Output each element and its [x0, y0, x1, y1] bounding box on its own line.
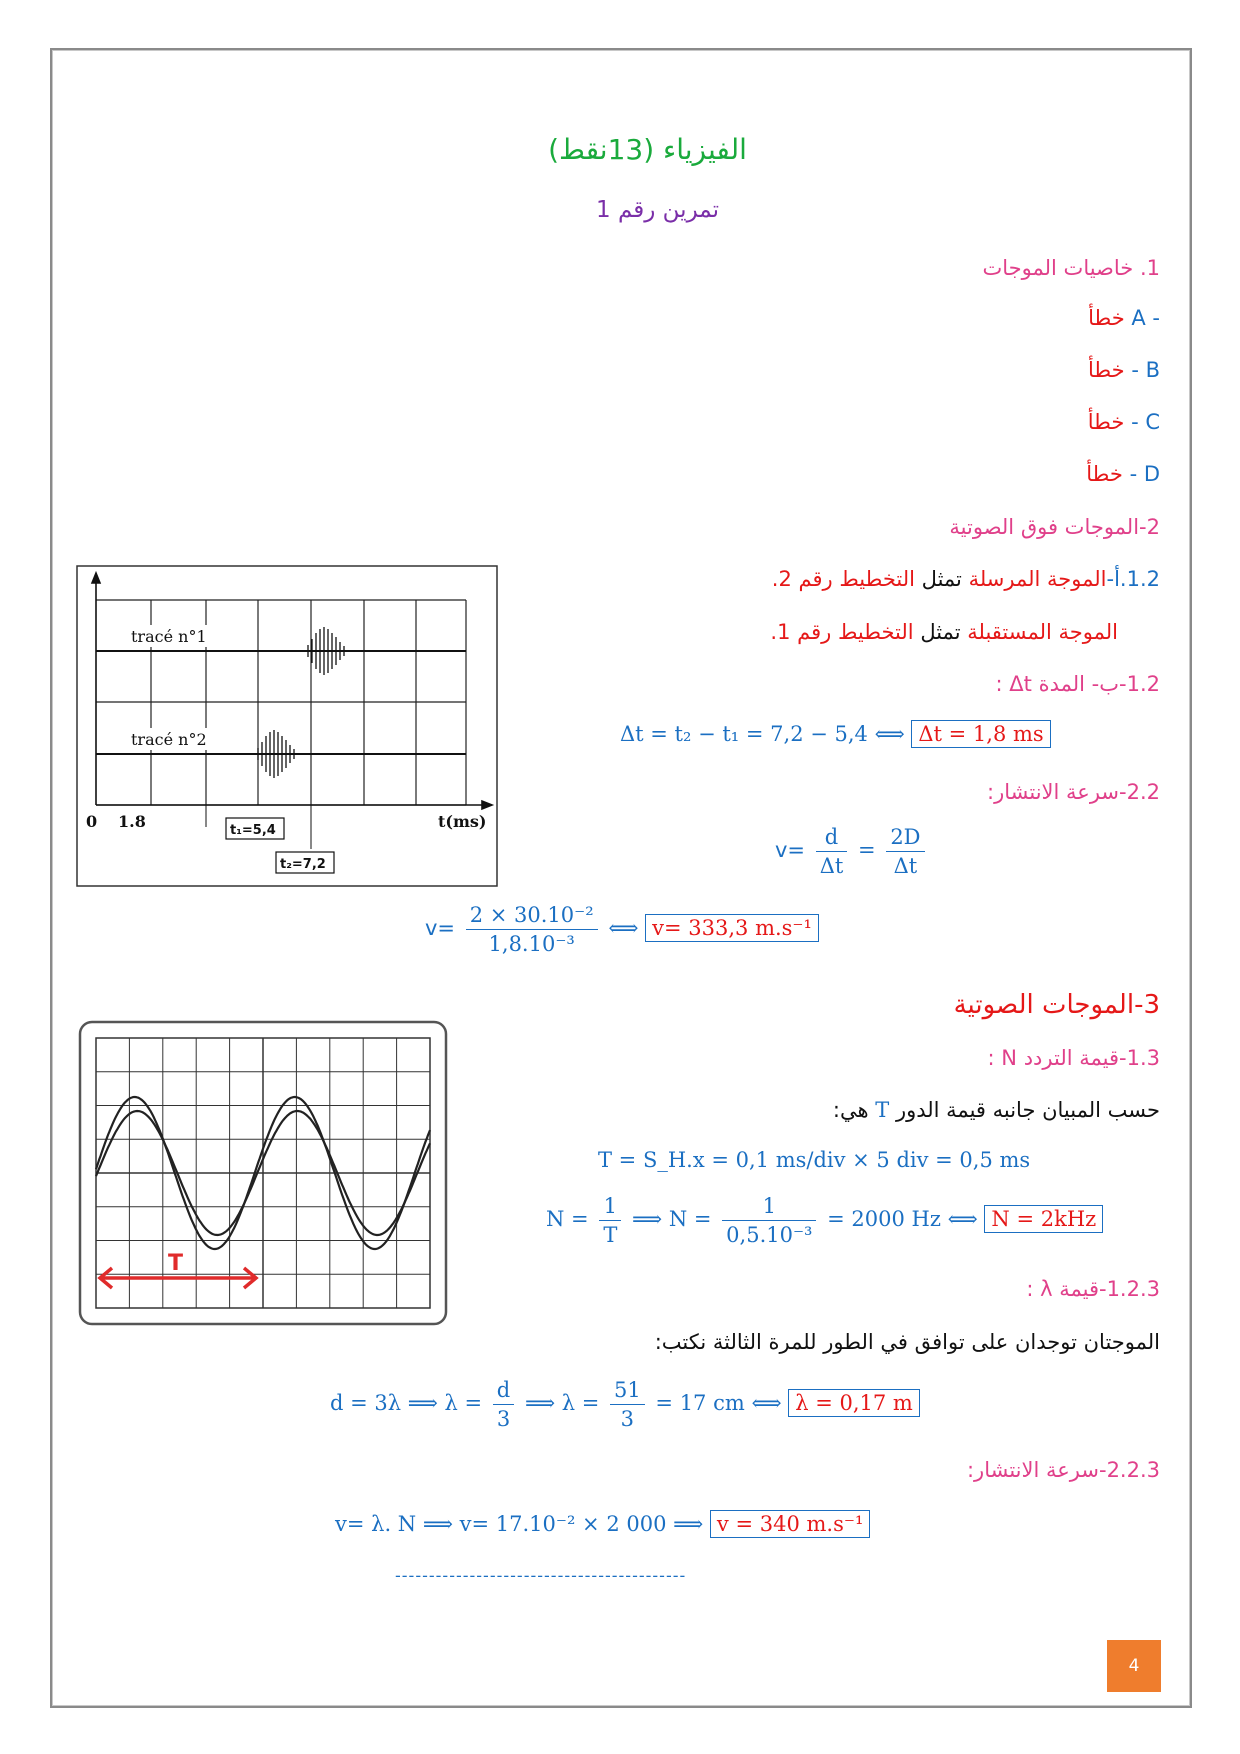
- fraction-numerator: 1: [722, 1194, 816, 1221]
- delta-t-formula: [620, 722, 1051, 746]
- answer-b-letter: - B: [1131, 358, 1160, 382]
- frequency-value: = 2000 Hz ⟺: [827, 1207, 978, 1231]
- origin-label: 0: [86, 812, 98, 831]
- answer-row-c: [1088, 410, 1160, 434]
- trace2-label: tracé n°2: [131, 730, 207, 749]
- trace2-text: التخطيط رقم 2.: [771, 567, 915, 591]
- answer-c-letter: - C: [1131, 410, 1160, 434]
- statement-text: حسب المبيان جانبه قيمة الدور: [895, 1098, 1160, 1122]
- implies-text: ⟹ λ =: [524, 1391, 600, 1415]
- v-label: v=: [775, 838, 806, 862]
- equivalence-arrow: ⟺: [608, 916, 639, 940]
- implies-text: ⟹ N =: [632, 1207, 712, 1231]
- t2-label: t₂=7,2: [280, 857, 326, 872]
- answer-row-b: [1088, 358, 1160, 382]
- wavelength-calculation: [330, 1378, 920, 1431]
- velocity-calculation: [425, 903, 819, 956]
- page-title: الفيزياء (13نقط): [548, 133, 747, 166]
- delta-t-result: Δt = 1,8 ms: [911, 720, 1050, 748]
- delta-t-expression: Δt = t₂ − t₁ = 7,2 − 5,4 ⟺: [620, 722, 905, 746]
- fraction-denominator: 3: [620, 1407, 635, 1431]
- period-statement: [833, 1098, 1160, 1122]
- received-wave-text: الموجة المستقبلة: [967, 620, 1118, 644]
- equals-sign: =: [858, 838, 876, 862]
- sound-velocity-calculation: [335, 1512, 870, 1536]
- tick-label: 1.8: [118, 812, 146, 831]
- fraction-denominator: Δt: [819, 854, 844, 878]
- section1-heading: 1. خاصيات الموجات: [982, 256, 1160, 280]
- fraction-denominator: 0,5.10⁻³: [726, 1223, 813, 1247]
- section3-heading: 3-الموجات الصوتية: [953, 990, 1160, 1020]
- fraction-denominator: 1,8.10⁻³: [488, 932, 575, 956]
- answer-2-1a-line2: [770, 620, 1118, 644]
- verb-text: تمثل: [921, 567, 962, 591]
- time-axis-label: t(ms): [438, 812, 487, 831]
- verb-text: تمثل: [920, 620, 961, 644]
- page-number-badge: 4: [1107, 1640, 1161, 1692]
- statement-suffix: هي:: [832, 1098, 869, 1122]
- period-symbol: T: [875, 1098, 890, 1122]
- separator-line: -------------------------------------------: [395, 1566, 687, 1585]
- frequency-result: N = 2kHz: [984, 1205, 1103, 1233]
- wavelength-result: λ = 0,17 m: [788, 1389, 920, 1417]
- trace1-label: tracé n°1: [131, 627, 207, 646]
- fraction-numerator: 2D: [886, 825, 924, 852]
- answer-a-value: خطأ: [1088, 306, 1125, 330]
- wavelength-lhs: d = 3λ ⟹ λ =: [330, 1391, 483, 1415]
- fraction-numerator: d: [816, 825, 848, 852]
- fraction-numerator: 2 × 30.10⁻²: [466, 903, 598, 930]
- fraction-numerator: 51: [610, 1378, 645, 1405]
- fraction-numerator: 1: [599, 1194, 621, 1221]
- question-3-1-heading: 1.3-قيمة التردد N :: [987, 1046, 1160, 1070]
- exercise-subtitle: تمرين رقم 1: [596, 197, 719, 223]
- trace1-text: التخطيط رقم 1.: [770, 620, 914, 644]
- answer-a-letter: A -: [1131, 306, 1160, 330]
- velocity-definition: [775, 825, 929, 878]
- n-label: N =: [546, 1207, 589, 1231]
- sound-velocity-result: v = 340 m.s⁻¹: [710, 1510, 870, 1538]
- question-3-2-heading: 1.2.3-قيمة λ :: [1026, 1277, 1160, 1301]
- question-number: 1.2.أ-: [1106, 567, 1160, 591]
- emitted-wave-text: الموجة المرسلة: [968, 567, 1107, 591]
- oscilloscope-figure: [78, 1020, 448, 1326]
- question-2-1b-heading: 1.2-ب- المدة Δt :: [995, 672, 1160, 696]
- answer-2-1a: [772, 567, 1160, 591]
- phase-statement: الموجتان توجدان على توافق في الطور للمرة الثالثة نكتب:: [654, 1330, 1160, 1354]
- period-arrow-label: T: [168, 1251, 184, 1276]
- ultrasound-traces-figure: [76, 565, 498, 887]
- answer-d-letter: - D: [1129, 462, 1160, 486]
- fraction-denominator: T: [603, 1223, 618, 1247]
- fraction-numerator: d: [493, 1378, 514, 1405]
- velocity-result: v= 333,3 m.s⁻¹: [645, 914, 819, 942]
- section2-heading: 2-الموجات فوق الصوتية: [949, 515, 1160, 539]
- answer-row-d: [1086, 462, 1160, 486]
- answer-b-value: خطأ: [1088, 358, 1125, 382]
- fraction-denominator: 3: [496, 1407, 511, 1431]
- wavelength-value: = 17 cm ⟺: [655, 1391, 782, 1415]
- question-3-3-heading: 2.2.3-سرعة الانتشار:: [966, 1458, 1160, 1482]
- answer-d-value: خطأ: [1086, 462, 1123, 486]
- t1-label: t₁=5,4: [230, 823, 276, 838]
- answer-row-a: [1088, 306, 1160, 330]
- answer-c-value: خطأ: [1087, 410, 1125, 434]
- period-formula: T = S_H.x = 0,1 ms/div × 5 div = 0,5 ms: [598, 1148, 1031, 1172]
- fraction-denominator: Δt: [893, 854, 918, 878]
- question-2-2-heading: 2.2-سرعة الانتشار:: [987, 780, 1160, 804]
- velocity-formula: v= λ. N ⟹ v= 17.10⁻² × 2 000 ⟹: [335, 1512, 704, 1536]
- frequency-calculation: [546, 1194, 1103, 1247]
- v-label: v=: [425, 916, 456, 940]
